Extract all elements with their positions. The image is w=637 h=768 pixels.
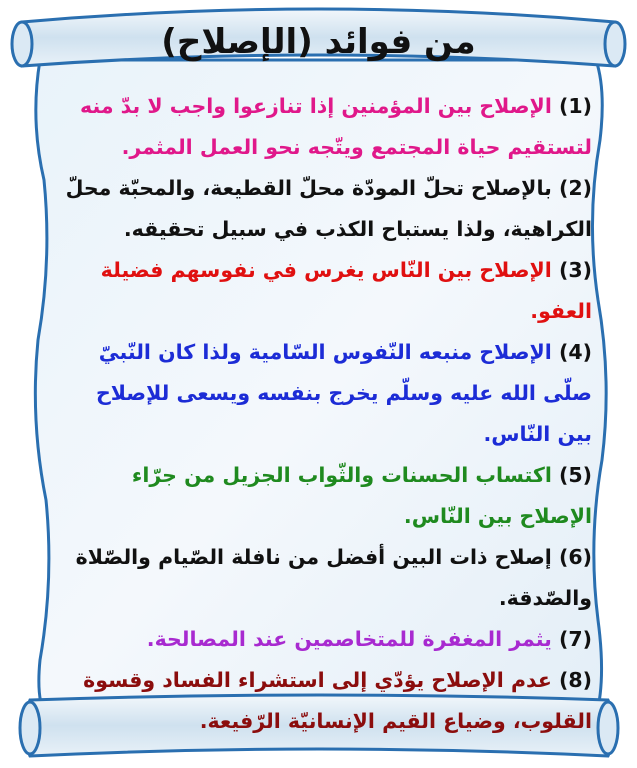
list-item xyxy=(60,619,592,660)
item-text: عدم الإصلاح يؤدّي إلى استشراء الفساد وقسوة القلوب، وضياع القيم الإنسانيّة الرّفيعة. xyxy=(83,668,592,733)
item-text: الإصلاح منبعه النّفوس السّامية ولذا كان النّبيّ صلّى الله عليه وسلّم يخرج بنفسه ويسعى للإصلاح بين النّاس. xyxy=(95,340,592,446)
list-item xyxy=(60,168,592,250)
page-title: من فوائد (الإصلاح) xyxy=(161,22,476,62)
item-number: (3) xyxy=(558,258,592,282)
list-item xyxy=(60,332,592,455)
list-item xyxy=(60,86,592,168)
list-item xyxy=(60,537,592,619)
list-item xyxy=(60,660,592,742)
item-number: (1) xyxy=(558,94,592,118)
benefits-list xyxy=(60,86,592,742)
list-item xyxy=(60,455,592,537)
item-text: الإصلاح بين المؤمنين إذا تنازعوا واجب لا بدّ منه لتستقيم حياة المجتمع ويتّجه نحو العمل المثمر. xyxy=(80,94,592,159)
list-item xyxy=(60,250,592,332)
item-text: بالإصلاح تحلّ المودّة محلّ القطيعة، والمحبّة محلّ الكراهية، ولذا يستباح الكذب في سبيل تحقيقه. xyxy=(65,176,592,241)
item-text: اكتساب الحسنات والثّواب الجزيل من جرّاء الإصلاح بين النّاس. xyxy=(131,463,592,528)
item-number: (5) xyxy=(558,463,592,487)
item-number: (4) xyxy=(558,340,592,364)
item-number: (7) xyxy=(558,627,592,651)
item-text: الإصلاح بين النّاس يغرس في نفوسهم فضيلة العفو. xyxy=(100,258,592,323)
item-number: (8) xyxy=(558,668,592,692)
item-number: (2) xyxy=(558,176,592,200)
item-text: يثمر المغفرة للمتخاصمين عند المصالحة. xyxy=(146,627,552,651)
item-number: (6) xyxy=(558,545,592,569)
item-text: إصلاح ذات البين أفضل من نافلة الصّيام والصّلاة والصّدقة. xyxy=(75,545,592,610)
